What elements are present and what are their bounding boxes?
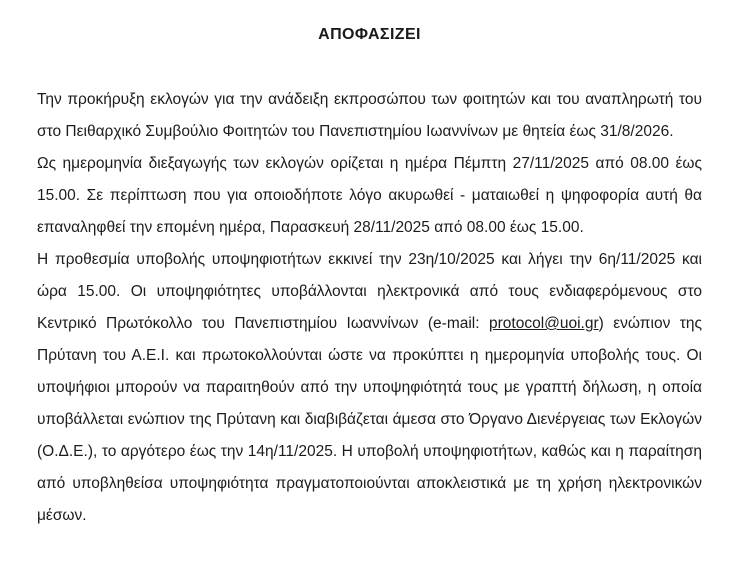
- candidacy-text-after-email: ) ενώπιον της Πρύτανη του Α.Ε.Ι. και πρωτοκολλούνται ώστε να προκύπτει η ημερομηνία υποβολής τους. Οι υποψήφιοι μπορούν να παραιτηθούν από την υποψηφιότητά τους με γραπτή δήλωση, η οποία υποβάλλεται ενώπιον της Πρύτανη και διαβιβάζεται άμεσα στο Όργανο Διενέργειας των Εκλογών (Ο.Δ.Ε.), το αργότερο έως την 14η/11/2025. Η υποβολή υποψηφιοτήτων, καθώς και η παραίτηση από υποβληθείσα υποψηφιότητα πραγματοποιούνται αποκλειστικά με τη χρήση ηλεκτρονικών μέσων.: [37, 315, 702, 524]
- document-title: ΑΠΟΦΑΣΙΖΕΙ: [318, 26, 421, 43]
- candidacy-text-before-email: Η προθεσμία υποβολής υποψηφιοτήτων εκκινεί την 23η/10/2025 και λήγει την 6η/11/2025 και ώρα 15.00. Οι υποψηφιότητες υποβάλλονται ηλεκτρονικά από τους ενδιαφερόμενους στο Κεντρικό Πρωτόκολλο του Πανεπιστημίου Ιωαννίνων (e-mail:: [37, 251, 702, 332]
- paragraph-election-announcement: Την προκήρυξη εκλογών για την ανάδειξη εκπροσώπου των φοιτητών και του αναπληρωτή του στο Πειθαρχικό Συμβούλιο Φοιτητών του Πανεπιστημίου Ιωαννίνων με θητεία έως 31/8/2026.: [37, 91, 702, 140]
- email-link[interactable]: protocol@uoi.gr: [489, 315, 599, 332]
- paragraph-candidacy-deadline: [37, 244, 702, 532]
- paragraph-election-date: Ως ημερομηνία διεξαγωγής των εκλογών ορίζεται η ημέρα Πέμπτη 27/11/2025 από 08.00 έως 15.00. Σε περίπτωση που για οποιοδήποτε λόγο ακυρωθεί - ματαιωθεί η ψηφοφορία αυτή θα επαναληφθεί την επομένη ημέρα, Παρασκευή 28/11/2025 από 08.00 έως 15.00.: [37, 155, 702, 236]
- document-body: [37, 84, 702, 532]
